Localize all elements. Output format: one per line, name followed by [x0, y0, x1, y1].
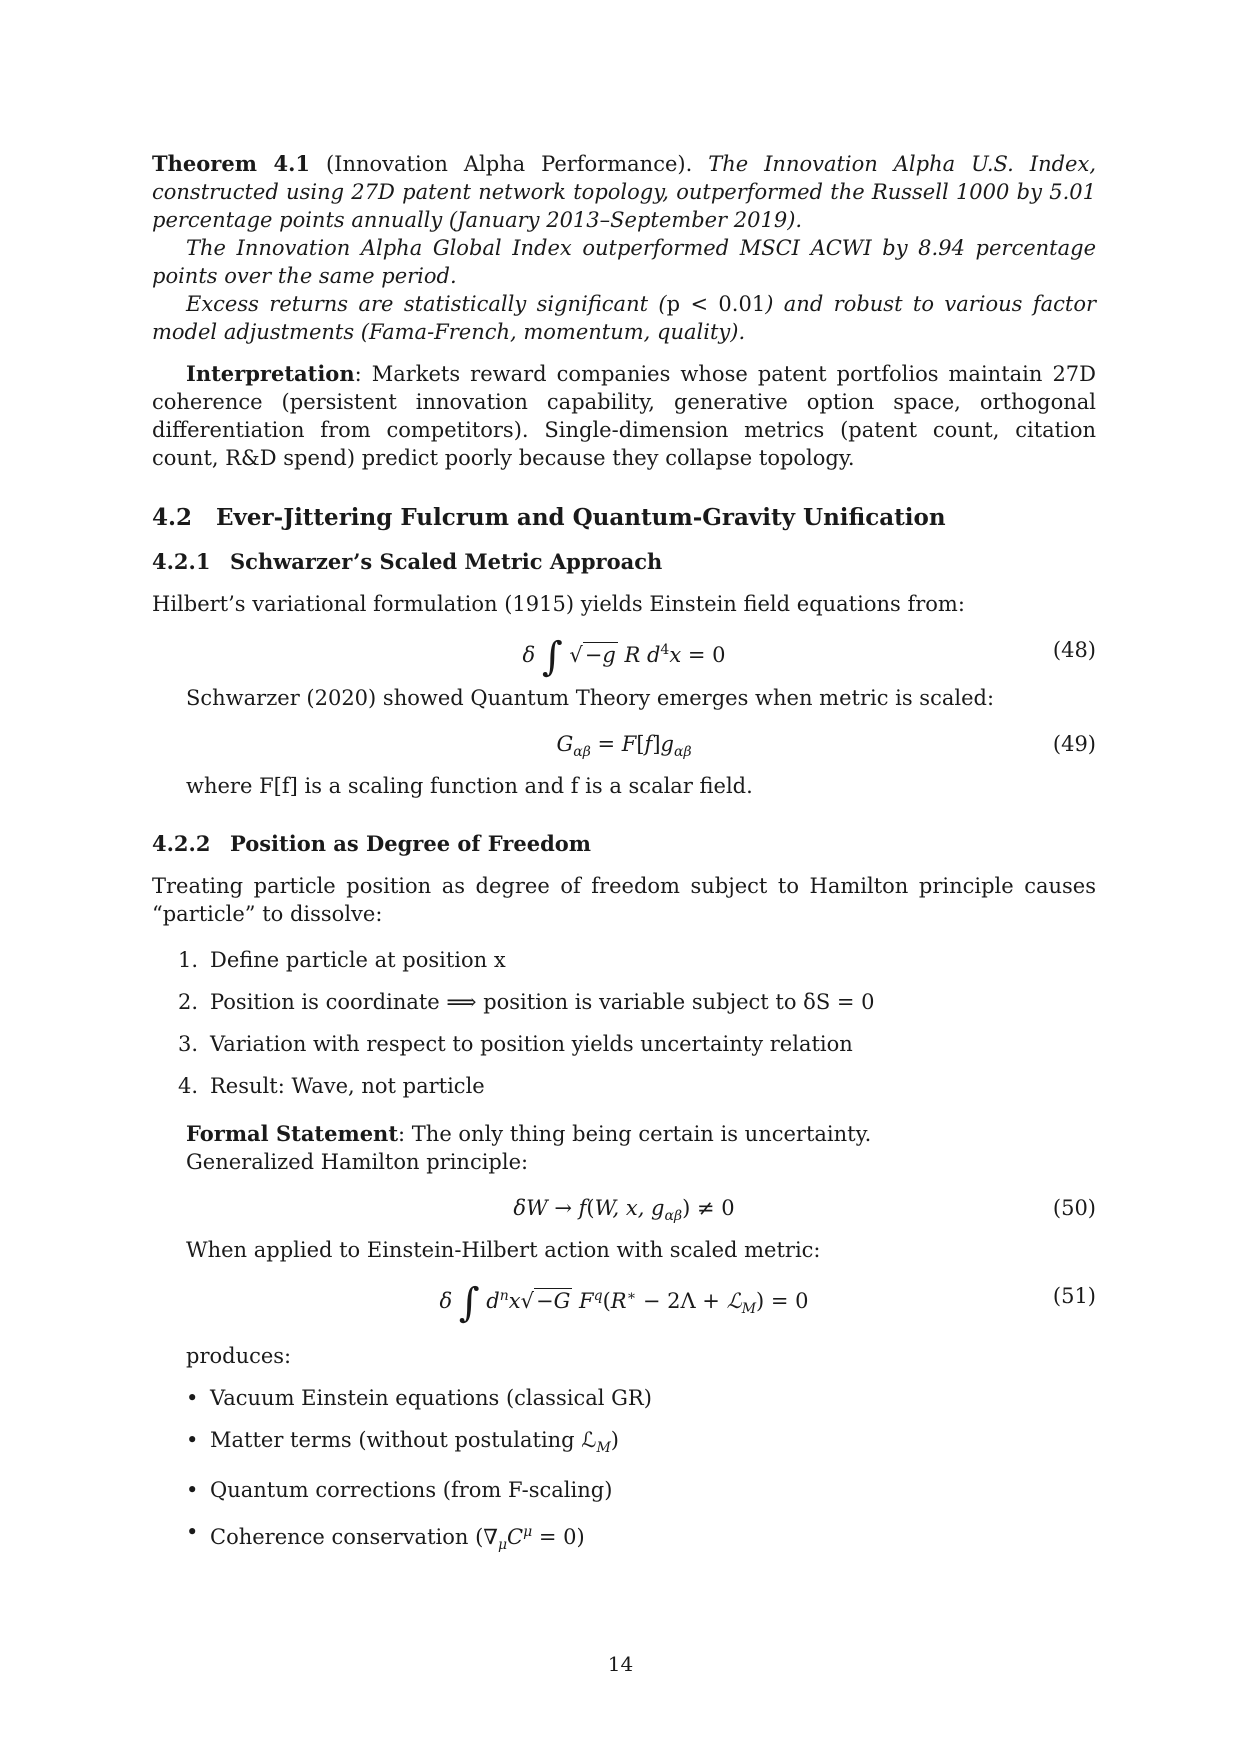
list-item: • Matter terms (without postulating ℒ$_M$)	[186, 1428, 619, 1457]
position-intro: Treating particle position as degree of freedom subject to Hamilton principle causes “particle” to dissolve:	[152, 874, 1096, 926]
section-heading-4-2	[152, 504, 1096, 532]
list-item: • Coherence conservation $(\nabla_\mu C^\mu = 0)$	[186, 1520, 585, 1554]
equation-48-body: δ ∫ √−g R $d^4x = 0$	[522, 634, 726, 680]
list-item: 2. Position is coordinate ⟹ position is variable subject to δS = 0	[178, 990, 875, 1014]
equation-51	[152, 1272, 1096, 1332]
subsection-heading-4-2-1	[152, 548, 1096, 576]
theorem-para-1	[152, 150, 1096, 234]
equation-48-number: (48)	[1052, 638, 1096, 662]
produces-list	[152, 1384, 1096, 1559]
section-title: Ever-Jittering Fulcrum and Quantum-Gravity Unification	[216, 504, 946, 531]
theorem-text-3c: ) and robust to various factor model adjustments (Fama-French, momentum, quality).	[152, 292, 1097, 344]
theorem-pvalue: p < 0.01	[666, 292, 766, 316]
section-number: 4.2	[152, 504, 193, 531]
theorem-label: Theorem 4.1	[152, 151, 311, 176]
subsection-number: 4.2.2	[152, 831, 211, 856]
equation-50-body: δW → f(W, x, $g_{\alpha\beta}) \ne 0$	[513, 1196, 735, 1225]
formal-statement-text: : The only thing being certain is uncertainty.	[398, 1122, 872, 1146]
theorem-para-3	[152, 290, 1096, 346]
paper-page	[152, 150, 1096, 1573]
equation-50	[152, 1184, 1096, 1228]
hilbert-intro: Hilbert’s variational formulation (1915) yields Einstein field equations from:	[152, 592, 965, 616]
equation-51-body: δ ∫ $d^nx√-G$ $F^q(R^∗ - 2\Lambda$ + ℒ$_M$) = 0	[439, 1280, 809, 1326]
list-item: • Vacuum Einstein equations (classical GR)	[186, 1386, 652, 1410]
list-item: • Quantum corrections (from F-scaling)	[186, 1478, 613, 1503]
scaling-function-para: where F[f] is a scaling function and f is a scalar field.	[186, 774, 753, 798]
theorem-text-1: The Innovation Alpha U.S. Index, constructed using 27D patent network topology, outperformed the Russell 1000 by 5.01 percentage points annually (January 2013–September 2019).	[152, 152, 1096, 232]
equation-51-number: (51)	[1052, 1284, 1096, 1308]
interpretation-label: Interpretation	[186, 361, 355, 386]
interpretation-para	[152, 360, 1096, 472]
list-item: 4. Result: Wave, not particle	[178, 1074, 485, 1098]
equation-49	[152, 720, 1096, 764]
steps-list	[152, 946, 1096, 1100]
produces-label: produces:	[186, 1344, 292, 1368]
subsection-heading-4-2-2	[152, 830, 1096, 858]
page-number: 14	[607, 1652, 634, 1676]
equation-49-number: (49)	[1052, 732, 1096, 756]
schwarzer-para: Schwarzer (2020) showed Quantum Theory emerges when metric is scaled:	[186, 686, 995, 710]
formal-statement-para	[152, 1120, 1096, 1148]
theorem-text-2: The Innovation Alpha Global Index outperformed MSCI ACWI by 8.94 percentage points over the same period.	[152, 236, 1096, 288]
subsection-number: 4.2.1	[152, 549, 211, 574]
subsection-title: Schwarzer’s Scaled Metric Approach	[230, 549, 663, 574]
equation-48	[152, 626, 1096, 680]
equation-49-body: $G_{\alpha\beta} = F[f]g_{\alpha\beta}$	[556, 732, 692, 761]
list-item: 3. Variation with respect to position yields uncertainty relation	[178, 1032, 853, 1056]
generalized-hamilton: Generalized Hamilton principle:	[186, 1150, 529, 1174]
subsection-title: Position as Degree of Freedom	[230, 831, 591, 856]
list-item: 1. Define particle at position x	[178, 948, 506, 972]
interpretation-text: : Markets reward companies whose patent portfolios maintain 27D coherence (persistent innovation capability, generative option space, orthogonal differentiation from competitors). Single-dimension metrics (patent count, citation count, R&D spend) predict poorly because they collapse topology.	[152, 362, 1096, 470]
theorem-text-3a: Excess returns are statistically significant (	[186, 292, 667, 316]
einstein-hilbert-para: When applied to Einstein-Hilbert action with scaled metric:	[186, 1238, 821, 1262]
theorem-title: (Innovation Alpha Performance).	[325, 152, 693, 176]
theorem-block	[152, 150, 1096, 346]
equation-50-number: (50)	[1052, 1196, 1096, 1220]
formal-statement-label: Formal Statement	[186, 1121, 399, 1146]
